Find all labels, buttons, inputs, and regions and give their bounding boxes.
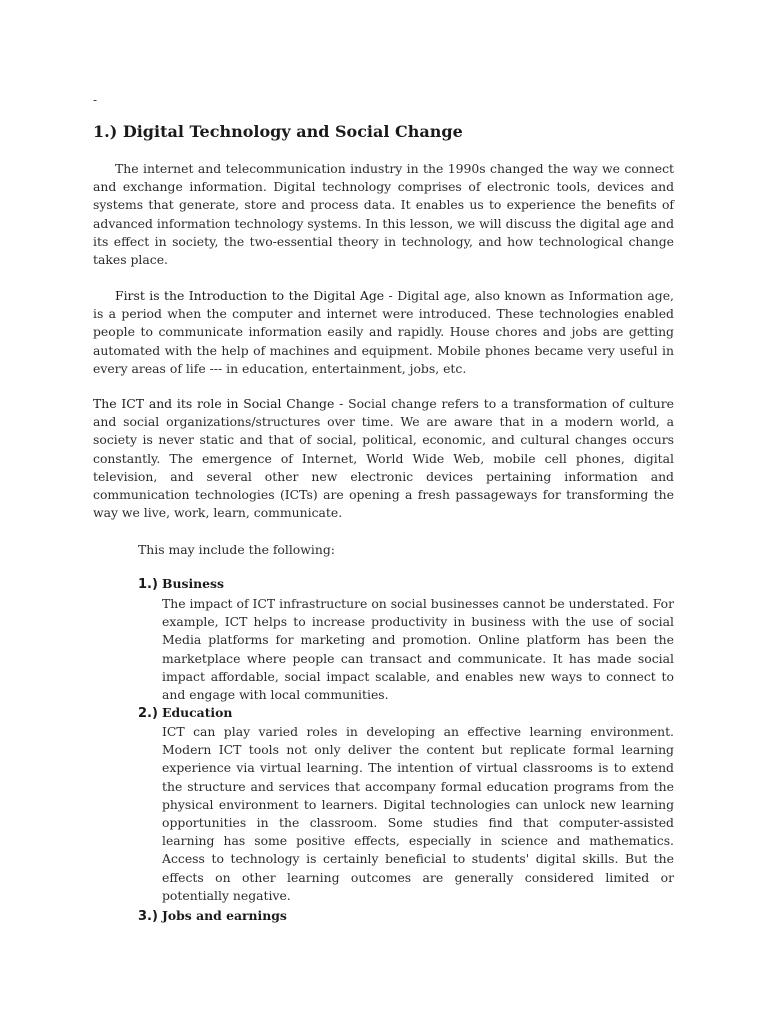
list-item-number: 3.) — [138, 909, 158, 924]
list-intro: This may include the following: — [138, 542, 335, 557]
list-item-heading-business — [138, 575, 224, 594]
list-item-body-business: The impact of ICT infrastructure on social businesses cannot be understated. For example, ICT helps to increase productivity in business with the use of social Media platforms for marketing and promotion. Online platform has been the marketplace where people can transact and communicate. It has made social impact affordable, social impact scalable, and enables new ways to connect to and engage with local communities. — [162, 596, 674, 703]
digital-age-lead: First is the Introduction to the Digital Age — [115, 288, 385, 303]
digital-age-paragraph — [93, 287, 674, 378]
list-item-heading-jobs — [138, 907, 287, 926]
list-item-body-education: ICT can play varied roles in developing an effective learning environment. Modern ICT tools not only deliver the content but replicate formal learning experience via virtual learning. The intention of virtual classrooms is to extend the structure and services that accompany formal education programs from the physical environment to learners. Digital technologies can unlock new learning opportunities in the classroom. Some studies find that computer-assisted learning has some positive effects, especially in science and mathematics. Access to technology is certainly beneficial to students' digital skills. But the effects on other learning outcomes are generally considered limited or potentially negative. — [162, 724, 674, 903]
list-item-number: 1.) — [138, 577, 158, 592]
list-item-number: 2.) — [138, 706, 158, 721]
list-item-title: Education — [162, 705, 233, 720]
list-item-heading-education — [138, 704, 232, 723]
digital-age-text: - Digital age, also known as Information age, is a period when the computer and internet were introduced. These technologies enabled people to communicate information easily and rapidly. House chores and jobs are getting automated with the help of machines and equipment. Mobile phones became very useful in every areas of life --- in education, entertainment, jobs, etc. — [93, 288, 674, 376]
ict-social-change-paragraph — [93, 395, 674, 522]
list-marker: - — [93, 93, 98, 107]
ict-lead: The ICT and its role in Social Change — [93, 396, 335, 411]
ict-text: - Social change refers to a transformation of culture and social organizations/structures over time. We are aware that in a modern world, a society is never static and that of social, political, economic, and cultural changes occurs constantly. The emergence of Internet, World Wide Web, mobile cell phones, digital television, and several other new electronic devices pertaining information and communication technologies (ICTs) are opening a fresh passageways for transforming the way we live, work, learn, communicate. — [93, 396, 674, 521]
page-title: 1.) Digital Technology and Social Change — [93, 122, 463, 141]
list-item-title: Jobs and earnings — [162, 908, 287, 923]
list-item-title: Business — [162, 576, 225, 591]
intro-paragraph: The internet and telecommunication industry in the 1990s changed the way we connect and exchange information. Digital technology comprises of electronic tools, devices and systems that generate, store and process data. It enables us to experience the benefits of advanced information technology systems. In this lesson, we will discuss the digital age and its effect in society, the two-essential theory in technology, and how technological change takes place. — [93, 161, 674, 268]
